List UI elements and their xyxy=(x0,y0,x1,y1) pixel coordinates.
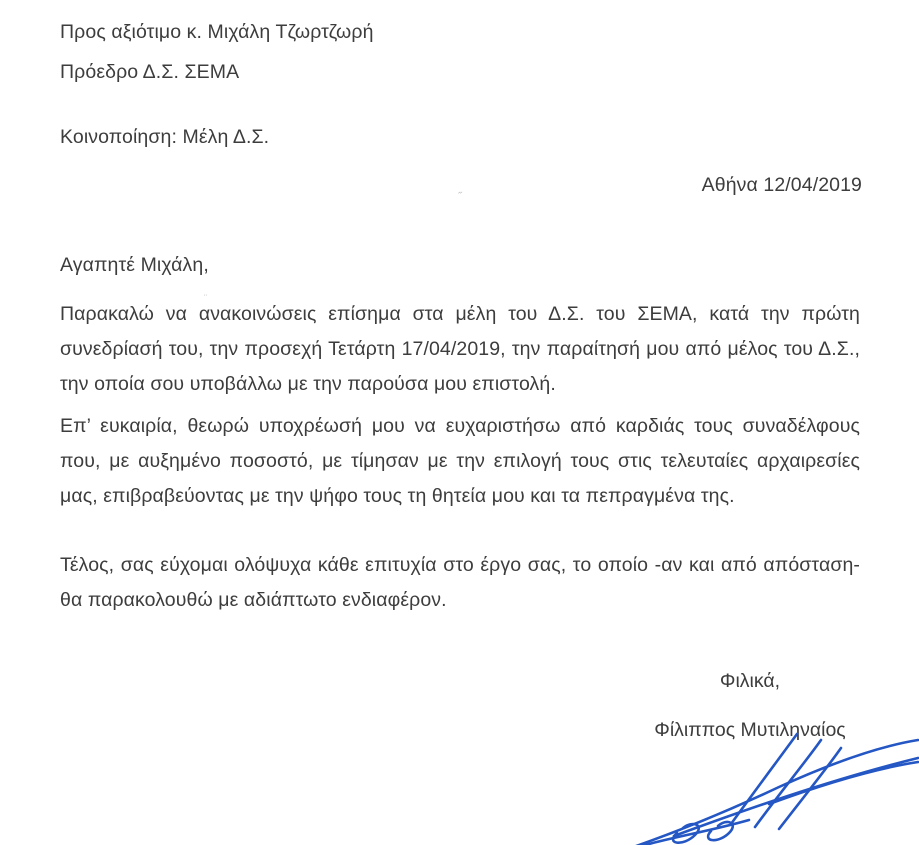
handwritten-signature xyxy=(618,732,919,845)
body-paragraph-1: Παρακαλώ να ανακοινώσεις επίσημα στα μέλη του Δ.Σ. του ΣΕΜΑ, κατά την πρώτη συνεδρίασή του, την προσεχή Τετάρτη 17/04/2019, την παραίτησή μου από μέλος του Δ.Σ., την οποία σου υποβάλλω με την παρούσα μου επιστολή. xyxy=(60,303,860,395)
signer-name: Φίλιππος Μυτιληναίος xyxy=(654,719,846,741)
recipient-block xyxy=(60,12,580,92)
closing-salutation: Φιλικά, xyxy=(719,670,781,692)
body-paragraph-2: Επ’ ευκαιρία, θεωρώ υποχρέωσή μου να ευχαριστήσω από καρδιάς τους συναδέλφους που, με αυξημένο ποσοστό, με τίμησαν με την επιλογή τους στις τελευταίες αρχαιρεσίες μας, επιβραβεύοντας με την ψήφο τους τη θητεία μου και τα πεπραγμένα της. xyxy=(60,415,860,507)
salutation: Αγαπητέ Μιχάλη, xyxy=(60,254,209,276)
scan-artifact-speck: ˝ xyxy=(458,191,462,203)
cc-line: Κοινοποίηση: Μέλη Δ.Σ. xyxy=(60,126,270,148)
body-paragraph-3: Τέλος, σας εύχομαι ολόψυχα κάθε επιτυχία στο έργο σας, το οποίο -αν και από απόσταση- θα παρακολουθώ με αδιάπτωτο ενδιαφέρον. xyxy=(60,554,860,611)
date-line: Αθήνα 12/04/2019 xyxy=(701,174,862,196)
recipient-name-line: Προς αξιότιμο κ. Μιχάλη Τζωρτζωρή xyxy=(60,21,374,43)
recipient-title-line: Πρόεδρο Δ.Σ. ΣΕΜΑ xyxy=(60,61,240,83)
scan-artifact-speck: ¨ xyxy=(204,293,207,303)
